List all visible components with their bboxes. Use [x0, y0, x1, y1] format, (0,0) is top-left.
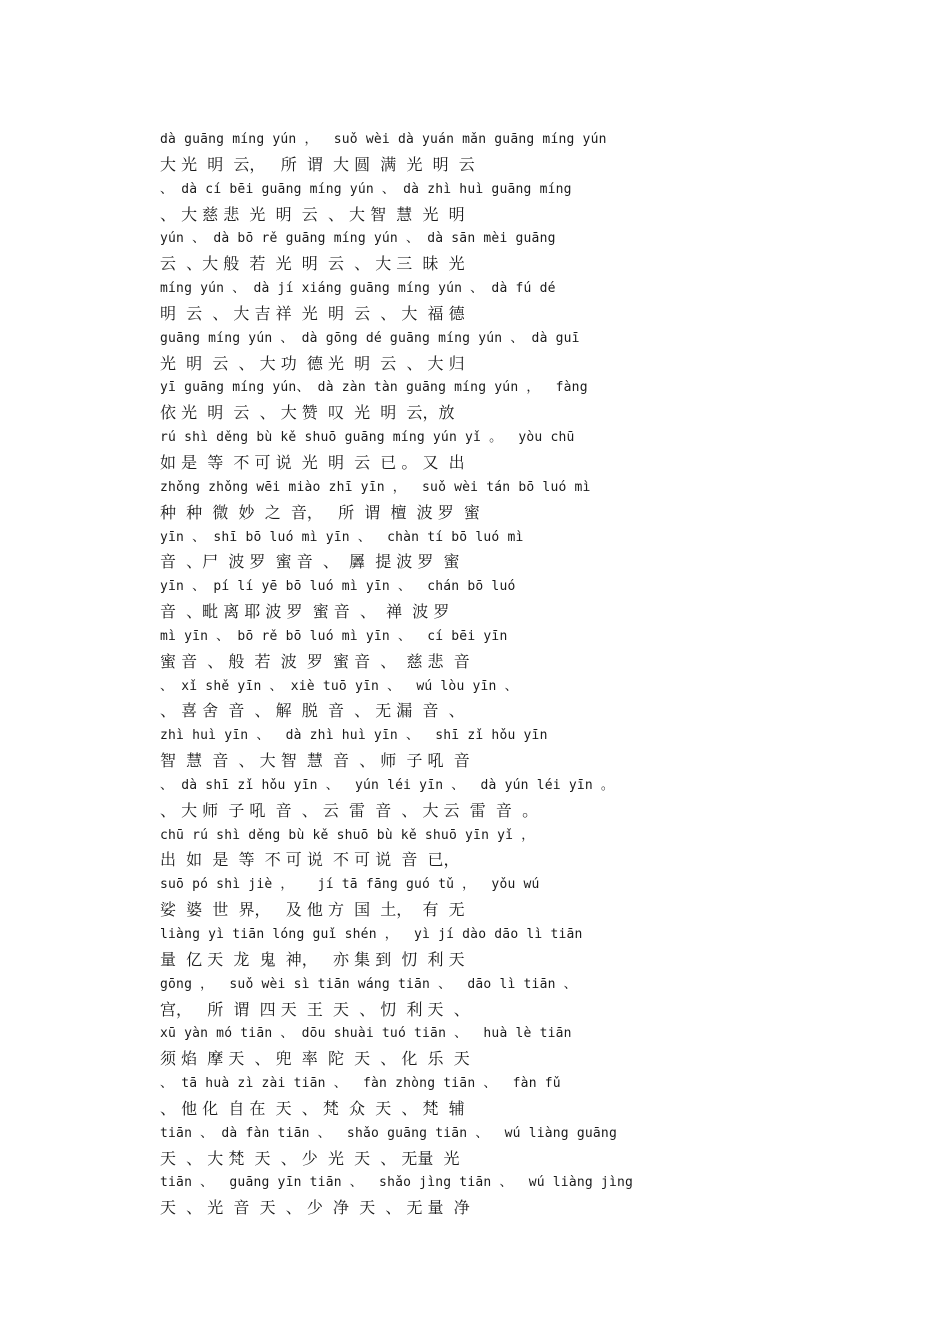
pinyin-line: chū rú shì děng bù kě shuō bù kě shuō yīn yǐ ，: [160, 827, 535, 843]
hanzi-line: 种 种 微 妙 之 音， 所 谓 檀 波 罗 蜜: [160, 502, 480, 522]
hanzi-line: 音 、尸 波 罗 蜜 音 、 羼 提 波 罗 蜜: [160, 552, 460, 572]
hanzi-line: 蜜 音 、 般 若 波 罗 蜜 音 、 慈 悲 音: [160, 651, 470, 671]
pinyin-line: zhǒng zhǒng wēi miào zhī yīn ， suǒ wèi tán bō luó mì: [160, 479, 591, 495]
pinyin-line: guāng míng yún 、 dà gōng dé guāng míng yún 、 dà guī: [160, 330, 580, 346]
pinyin-line: dà guāng míng yún ， suǒ wèi dà yuán mǎn guāng míng yún: [160, 132, 607, 147]
hanzi-line: 宫， 所 谓 四 天 王 天 、 忉 利 天 、: [160, 999, 470, 1019]
pinyin-line: suō pó shì jiè ， jí tā fāng guó tǔ ， yǒu wú: [160, 877, 540, 893]
pinyin-line: 、 xǐ shě yīn 、 xiè tuō yīn 、 wú lòu yīn 、: [160, 678, 518, 694]
pinyin-line: 、 dà shī zǐ hǒu yīn 、 yún léi yīn 、 dà yún léi yīn 。: [160, 777, 615, 793]
hanzi-line: 大 光 明 云， 所 谓 大 圆 满 光 明 云: [160, 154, 475, 174]
hanzi-line: 智 慧 音 、 大 智 慧 音 、 师 子 吼 音: [160, 751, 470, 771]
hanzi-line: 娑 婆 世 界， 及 他 方 国 土， 有 无: [160, 900, 465, 920]
scripture-text: [160, 128, 860, 1221]
pinyin-line: yīn 、 shī bō luó mì yīn 、 chàn tí bō luó mì: [160, 529, 524, 545]
hanzi-line: 音 、毗 离 耶 波 罗 蜜 音 、 禅 波 罗: [160, 602, 450, 622]
pinyin-line: tiān 、 guāng yīn tiān 、 shǎo jìng tiān 、 wú liàng jìng: [160, 1175, 634, 1191]
hanzi-line: 光 明 云 、 大 功 德 光 明 云 、 大 归: [160, 353, 465, 373]
pinyin-line: mì yīn 、 bō rě bō luó mì yīn 、 cí bēi yīn: [160, 628, 508, 644]
pinyin-line: yī guāng míng yún、 dà zàn tàn guāng míng yún ， fàng: [160, 380, 588, 396]
hanzi-line: 量 亿 天 龙 鬼 神， 亦 集 到 忉 利 天: [160, 949, 465, 969]
pinyin-line: gōng ， suǒ wèi sì tiān wáng tiān 、 dāo lì tiān 、: [160, 976, 577, 992]
hanzi-line: 须 焰 摩 天 、 兜 率 陀 天 、 化 乐 天: [160, 1049, 470, 1069]
hanzi-line: 、 大 慈 悲 光 明 云 、 大 智 慧 光 明: [160, 204, 465, 224]
pinyin-line: liàng yì tiān lóng guǐ shén ， yì jí dào dāo lì tiān: [160, 927, 583, 942]
hanzi-line: 、 喜 舍 音 、 解 脱 音 、 无 漏 音 、: [160, 701, 465, 721]
pinyin-line: míng yún 、 dà jí xiáng guāng míng yún 、 dà fú dé: [160, 281, 556, 297]
hanzi-line: 天 、 大 梵 天 、 少 光 天 、 无量 光: [160, 1148, 460, 1168]
hanzi-line: 如 是 等 不 可 说 光 明 云 已 。 又 出: [160, 452, 465, 472]
hanzi-line: 、 他 化 自 在 天 、 梵 众 天 、 梵 辅: [160, 1098, 465, 1118]
hanzi-line: 明 云 、 大 吉 祥 光 明 云 、 大 福 德: [160, 303, 465, 323]
pinyin-line: 、 dà cí bēi guāng míng yún 、 dà zhì huì guāng míng: [160, 181, 572, 197]
pinyin-line: tiān 、 dà fàn tiān 、 shǎo guāng tiān 、 wú liàng guāng: [160, 1125, 617, 1141]
hanzi-line: 出 如 是 等 不 可 说 不 可 说 音 已，: [160, 850, 460, 870]
pinyin-line: yīn 、 pí lí yē bō luó mì yīn 、 chán bō luó: [160, 579, 516, 595]
pinyin-line: yún 、 dà bō rě guāng míng yún 、 dà sān mèi guāng: [160, 231, 556, 247]
hanzi-line: 依 光 明 云 、 大 赞 叹 光 明 云，放: [160, 403, 455, 423]
pinyin-line: 、 tā huà zì zài tiān 、 fàn zhòng tiān 、 fàn fǔ: [160, 1076, 561, 1092]
hanzi-line: 天 、 光 音 天 、 少 净 天 、 无 量 净: [160, 1198, 470, 1218]
hanzi-line: 、 大 师 子 吼 音 、 云 雷 音 、 大 云 雷 音 。: [160, 800, 539, 820]
hanzi-line: 云 、大 般 若 光 明 云 、 大 三 昧 光: [160, 254, 465, 274]
pinyin-line: zhì huì yīn 、 dà zhì huì yīn 、 shī zǐ hǒu yīn: [160, 728, 548, 744]
pinyin-line: rú shì děng bù kě shuō guāng míng yún yǐ 。 yòu chū: [160, 430, 575, 446]
pinyin-line: xū yàn mó tiān 、 dōu shuài tuó tiān 、 huà lè tiān: [160, 1026, 572, 1042]
